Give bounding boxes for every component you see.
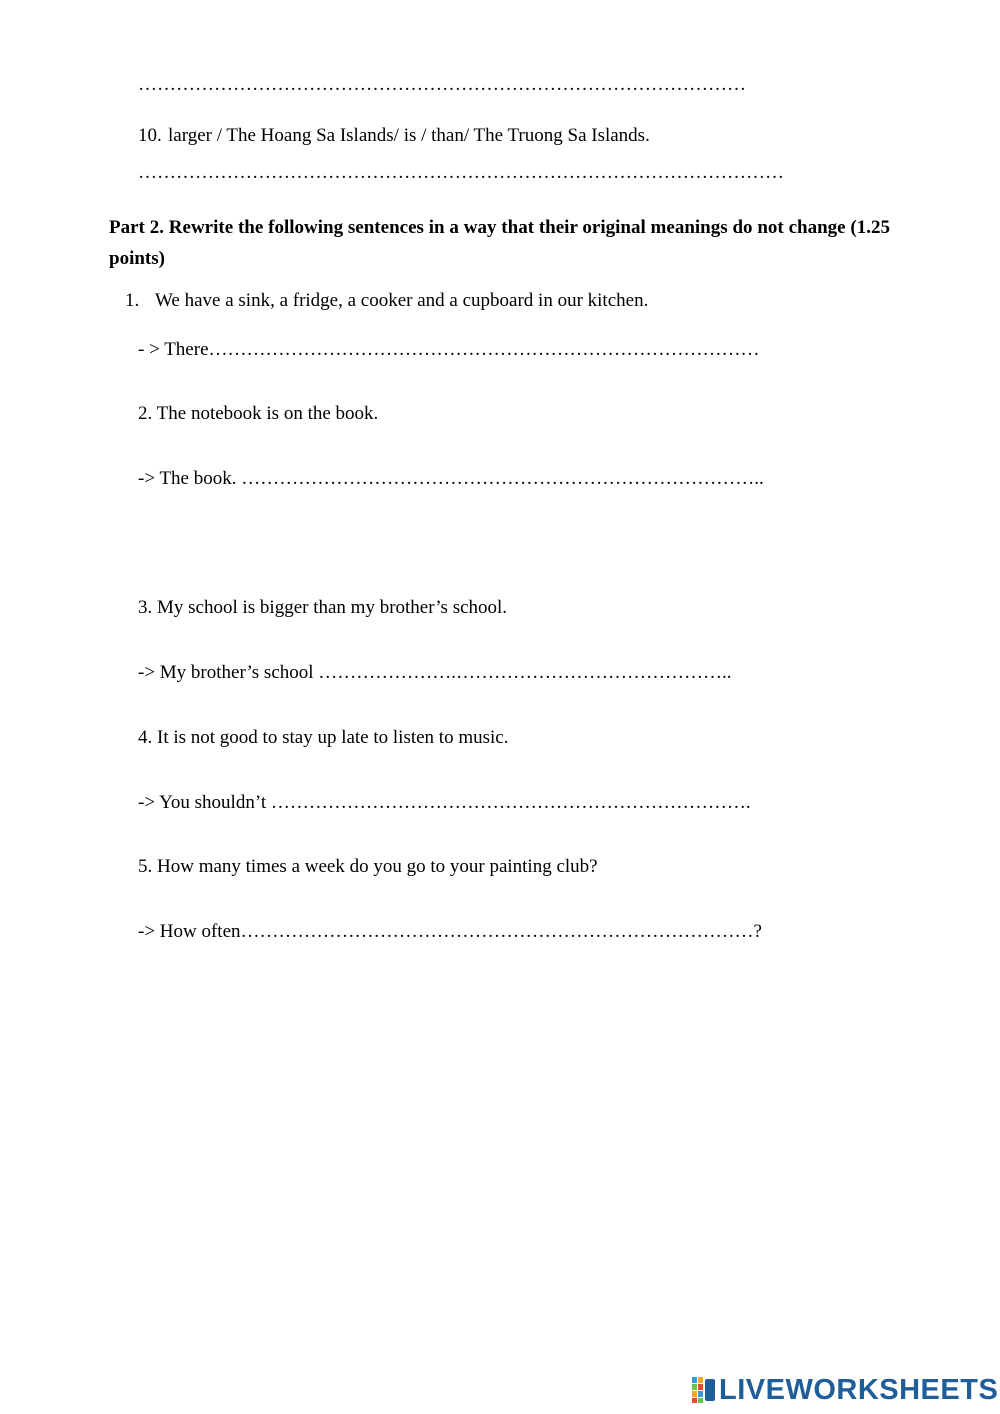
part2-item-2-sentence: 2. The notebook is on the book. — [138, 403, 379, 424]
part2-item-1 — [125, 290, 648, 312]
liveworksheets-logo — [692, 1374, 998, 1406]
part2-item-4-answer[interactable]: -> You shouldn’t …………………………………………………………………. — [138, 792, 751, 813]
part2-item-4-sentence: 4. It is not good to stay up late to listen to music. — [138, 727, 509, 748]
part2-item-5-sentence: 5. How many times a week do you go to your painting club? — [138, 856, 598, 877]
question-10-text: larger / The Hoang Sa Islands/ is / than/ The Truong Sa Islands. — [168, 125, 650, 146]
part2-item-3-answer[interactable]: -> My brother’s school ………………….…………………………………….. — [138, 662, 732, 683]
part2-item-1-sentence: We have a sink, a fridge, a cooker and a cupboard in our kitchen. — [155, 290, 649, 311]
question-10-number: 10. — [138, 125, 162, 146]
liveworksheets-logo-text: LIVEWORKSHEETS — [719, 1373, 999, 1406]
part2-item-2-answer[interactable]: -> The book. ……………………………………………………………………….. — [138, 468, 764, 489]
part2-item-1-answer[interactable]: - > There…………………………………………………………………………… — [138, 339, 760, 360]
part2-item-5-answer[interactable]: -> How often………………………………………………………………………? — [138, 921, 762, 942]
answer-line-question-9[interactable]: …………………………………………………………………………………… — [138, 74, 746, 95]
part2-item-1-number: 1. — [125, 290, 140, 311]
answer-line-question-10[interactable]: ………………………………………………………………………………………… — [138, 162, 784, 183]
liveworksheets-logo-icon — [692, 1377, 716, 1403]
question-10 — [138, 125, 650, 147]
part2-item-3-sentence: 3. My school is bigger than my brother’s school. — [138, 597, 508, 618]
part-2-heading: Part 2. Rewrite the following sentences in a way that their original meanings do not change (1.25 points) — [109, 217, 890, 269]
